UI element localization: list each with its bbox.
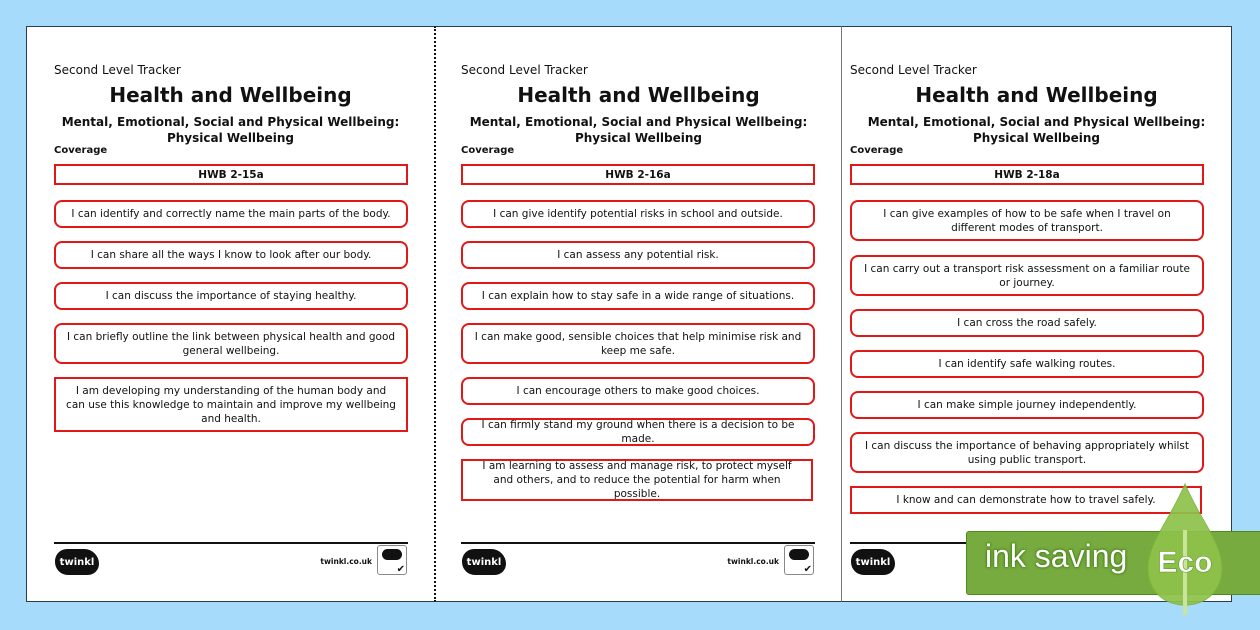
coverage-label: Coverage	[850, 145, 904, 156]
tracker-label: Second Level Tracker	[850, 63, 977, 77]
twinkl-logo: twinkl	[851, 549, 895, 575]
tracker-label: Second Level Tracker	[54, 63, 181, 77]
criteria-item: I can identify and correctly name the main parts of the body.	[54, 200, 408, 228]
outcome-box: I am developing my understanding of the human body and can use this knowledge to maintain and improve my wellbeing and health.	[54, 377, 408, 432]
page-subtitle	[27, 114, 434, 146]
site-url: twinkl.co.uk	[727, 557, 779, 566]
criteria-item: I can discuss the importance of behaving appropriately whilst using public transport.	[850, 432, 1204, 473]
quality-badge-icon: ✔	[784, 545, 814, 575]
page-subtitle	[436, 114, 841, 146]
criteria-item: I can briefly outline the link between physical health and good general wellbeing.	[54, 323, 408, 364]
quality-badge-icon: ✔	[377, 545, 407, 575]
twinkl-logo: twinkl	[462, 549, 506, 575]
page-subtitle	[842, 114, 1231, 146]
coverage-label: Coverage	[54, 145, 108, 156]
page-title: Health and Wellbeing	[915, 83, 1158, 107]
outcome-box: I am learning to assess and manage risk, to protect myself and others, and to reduce the potential for harm when possible.	[461, 459, 813, 501]
criteria-item: I can make simple journey independently.	[850, 391, 1204, 419]
criteria-item: I can encourage others to make good choices.	[461, 377, 815, 405]
coverage-label: Coverage	[461, 145, 515, 156]
footer-divider	[461, 542, 815, 544]
subtitle-line-2: Physical Wellbeing	[972, 131, 1101, 145]
criteria-item: I can make good, sensible choices that help minimise risk and keep me safe.	[461, 323, 815, 364]
site-url: twinkl.co.uk	[320, 557, 372, 566]
coverage-code-box: HWB 2-18a	[850, 164, 1204, 185]
criteria-item: I can identify safe walking routes.	[850, 350, 1204, 378]
worksheet-page-2	[434, 26, 842, 602]
ink-saving-label: ink saving	[985, 538, 1128, 574]
worksheet-page-1	[26, 26, 434, 602]
criteria-item: I can explain how to stay safe in a wide range of situations.	[461, 282, 815, 310]
footer-divider	[54, 542, 408, 544]
subtitle-line-2: Physical Wellbeing	[574, 131, 703, 145]
criteria-item: I can give examples of how to be safe when I travel on different modes of transport.	[850, 200, 1204, 241]
coverage-code-box: HWB 2-15a	[54, 164, 408, 185]
tracker-label: Second Level Tracker	[461, 63, 588, 77]
subtitle-line-1: Mental, Emotional, Social and Physical Wellbeing:	[867, 115, 1206, 129]
subtitle-line-1: Mental, Emotional, Social and Physical Wellbeing:	[469, 115, 808, 129]
subtitle-line-2: Physical Wellbeing	[166, 131, 295, 145]
criteria-item: I can cross the road safely.	[850, 309, 1204, 337]
twinkl-logo: twinkl	[55, 549, 99, 575]
criteria-item: I can give identify potential risks in school and outside.	[461, 200, 815, 228]
eco-leaf-label: Eco	[1157, 546, 1213, 579]
subtitle-line-1: Mental, Emotional, Social and Physical Wellbeing:	[61, 115, 400, 129]
criteria-item: I can carry out a transport risk assessment on a familiar route or journey.	[850, 255, 1204, 296]
criteria-item: I can assess any potential risk.	[461, 241, 815, 269]
criteria-item: I can firmly stand my ground when there is a decision to be made.	[461, 418, 815, 446]
page-title: Health and Wellbeing	[109, 83, 352, 107]
outcome-box: I know and can demonstrate how to travel safely.	[850, 486, 1202, 514]
page-title: Health and Wellbeing	[517, 83, 760, 107]
criteria-item: I can discuss the importance of staying healthy.	[54, 282, 408, 310]
coverage-code-box: HWB 2-16a	[461, 164, 815, 185]
criteria-item: I can share all the ways I know to look after our body.	[54, 241, 408, 269]
eco-leaf-icon	[1140, 480, 1230, 615]
